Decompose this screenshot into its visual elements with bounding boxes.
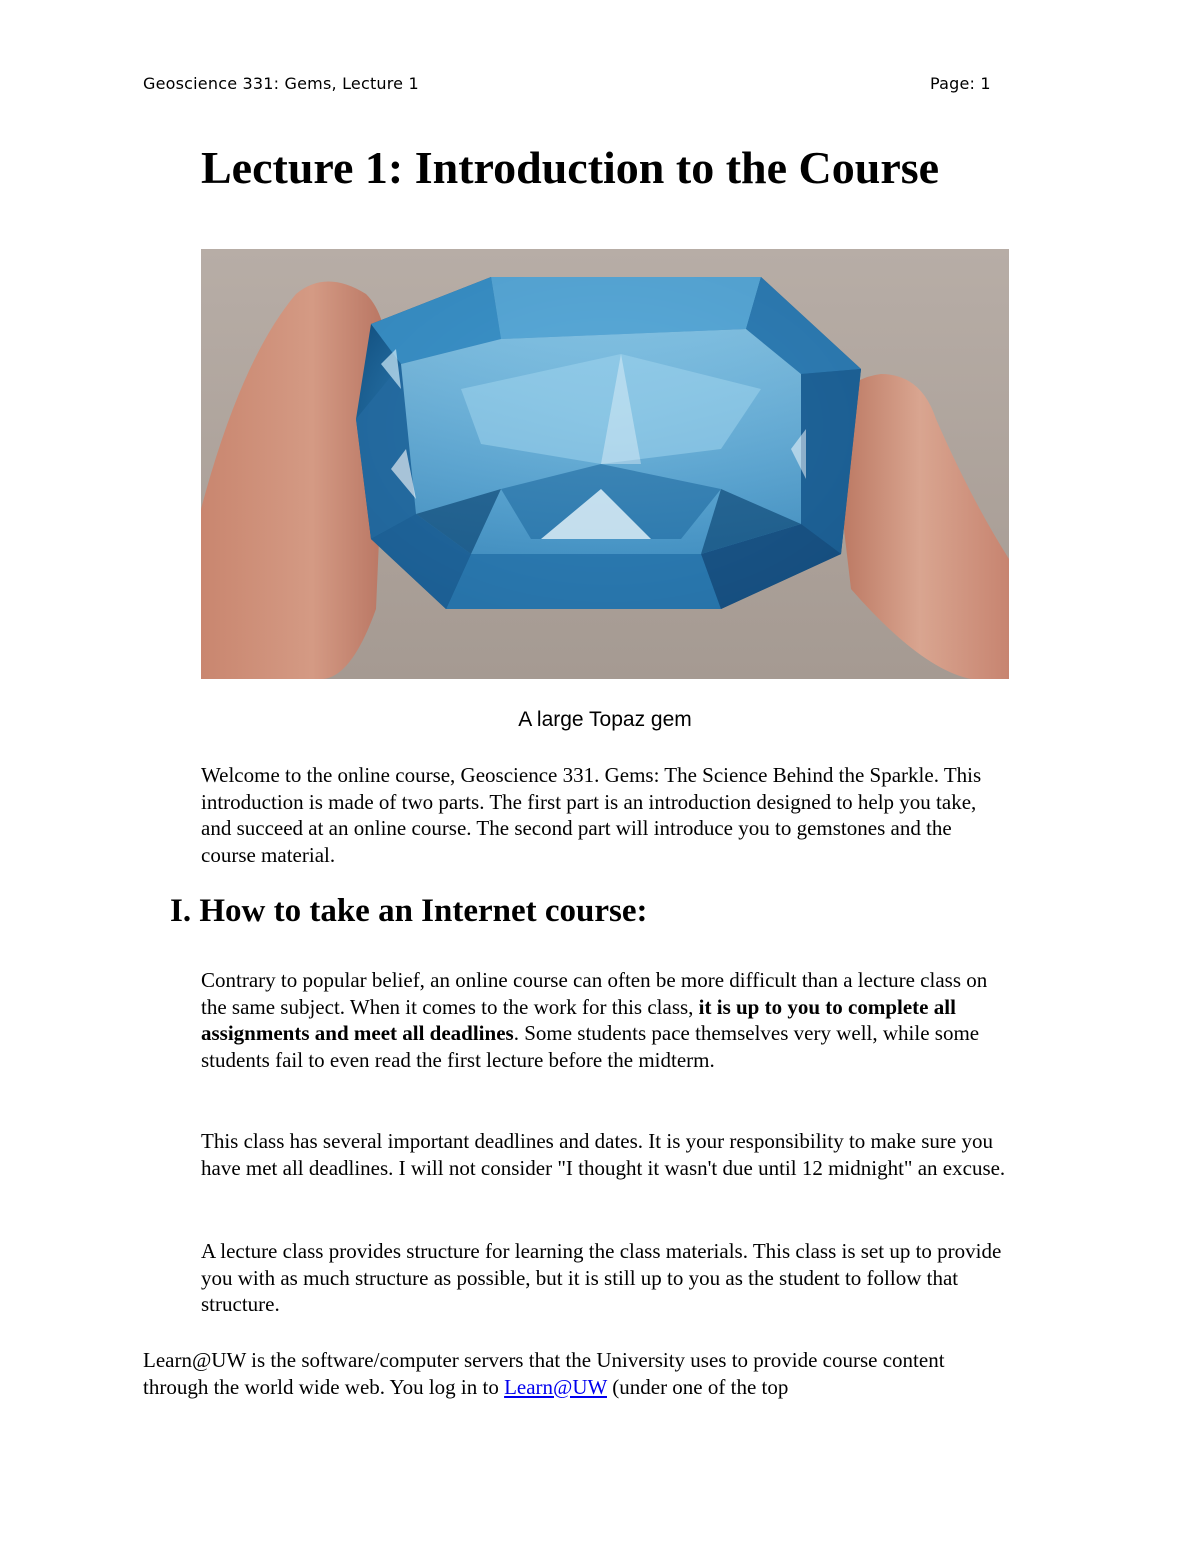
paragraph-text: (under one of the top [607, 1374, 789, 1399]
section-paragraph-1 [201, 967, 1009, 1073]
paragraph-text: . Some students pace themselves very well, while some students fail to even read the first lecture before the midterm. [201, 1021, 980, 1072]
learn-paragraph [143, 1347, 1013, 1400]
intro-paragraph: Welcome to the online course, Geoscience 331. Gems: The Science Behind the Sparkle. This introduction is made of two parts. The first part is an introduction designed to help you take, and succeed at an online course. The second part will introduce you to gemstones and the course material. [201, 763, 982, 867]
figure-caption: A large Topaz gem [518, 708, 692, 731]
page-title: Lecture 1: Introduction to the Course [201, 142, 940, 193]
section-paragraph-3: A lecture class provides structure for learning the class materials. This class is set up to provide you with as much structure as possible, but it is still up to you as the student to follow that structure. [201, 1239, 1002, 1316]
paragraph-text: Contrary to popular belief, an online course can often be more difficult than a lecture class on the same subject. When it comes to the work for this class, [201, 968, 988, 1019]
learn-uw-link[interactable]: Learn@UW [504, 1374, 607, 1399]
running-header-title: Geoscience 331: Gems, Lecture 1 [143, 74, 419, 93]
page-number: Page: 1 [930, 74, 991, 93]
topaz-gem-photo [201, 249, 1009, 679]
emphasis-text: it is up to you to complete all assignments and meet all deadlines [201, 994, 956, 1045]
section-heading: I. How to take an Internet course: [170, 893, 648, 929]
paragraph-text: Learn@UW is the software/computer servers that the University uses to provide course content through the world wide web. You log in to [143, 1348, 945, 1399]
section-paragraph-2: This class has several important deadlines and dates. It is your responsibility to make sure you have met all deadlines. I will not consider "I thought it wasn't due until 12 midnight" an excuse. [201, 1129, 1006, 1180]
